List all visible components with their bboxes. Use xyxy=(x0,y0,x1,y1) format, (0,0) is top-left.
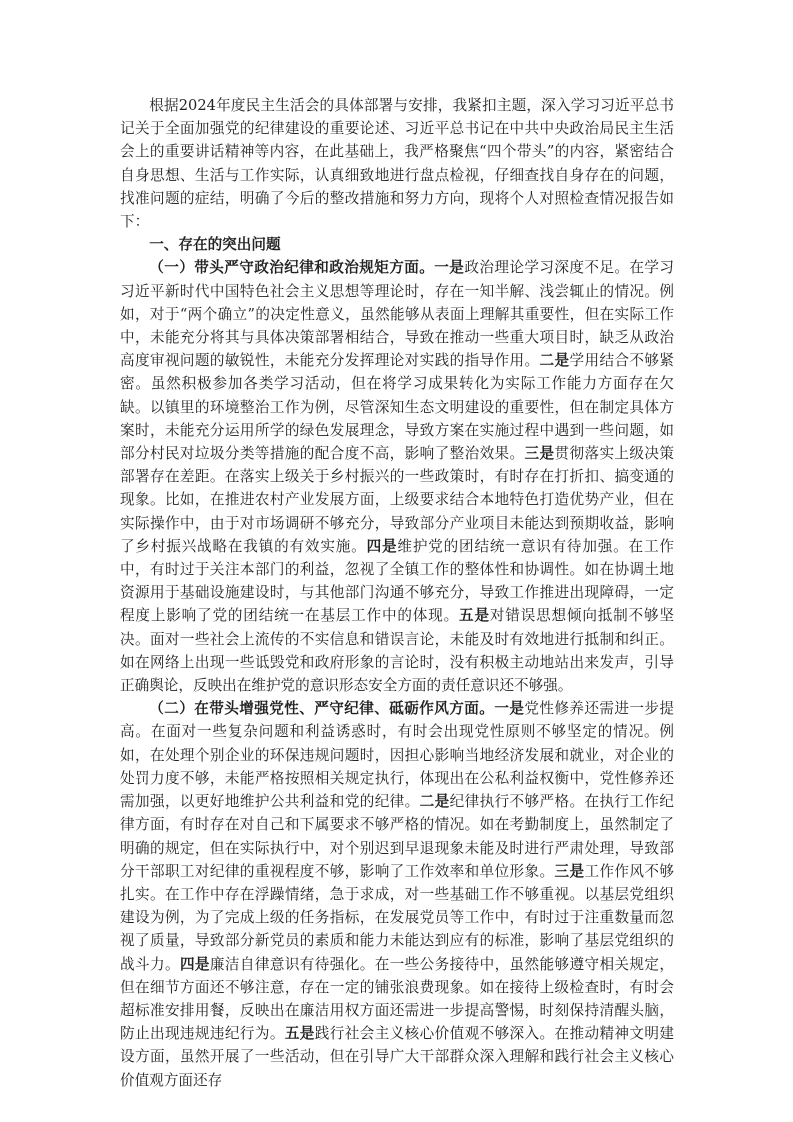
point-lead: 二是 xyxy=(419,793,450,811)
point-lead: 三是 xyxy=(554,862,585,880)
point-lead: 五是 xyxy=(284,1025,315,1043)
point-text: 党性修养还需进一步提高。在面对一些复杂问题和利益诱惑时，有时会出现党性原则不够坚定的情况。例如，在处理个别企业的环保违规问题时，因担心影响当地经济发展和就业，对企业的处罚力度不够，未能严格按照相关规定执行，体现出在公私利益权衡中，党性修养还需加强，以更好地维护公共利益和党的纪律。 xyxy=(120,700,674,811)
part1-paragraph xyxy=(120,256,674,697)
part2-title: （二）在带头增强党性、严守纪律、砥砺作风方面。 xyxy=(149,700,495,718)
point-text: 纪律执行不够严格。在执行工作纪律方面，有时存在对自己和下属要求不够严格的情况。如在考勤制度上，虽然制定了明确的规定，但在实际执行中，对个别迟到早退现象未能及时进行严肃处理，导致部分干部职工对纪律的重视程度不够，影响了工作效率和单位形象。 xyxy=(120,793,674,880)
point-text: 政治理论学习深度不足。在学习习近平新时代中国特色社会主义思想等理论时，存在一知半解、浅尝辄止的情况。例如，对于“两个确立”的决定性意义，虽然能够从表面上理解其重要性，但在实际工作中，未能充分将其与具体决策部署相结合，导致在推动一些重大项目时，缺乏从政治高度审视问题的敏锐性，未能充分发挥理论对实践的指导作用。 xyxy=(120,259,674,370)
point-text: 工作作风不够扎实。在工作中存在浮躁情绪，急于求成，对一些基础工作不够重视。以基层党组织建设为例，为了完成上级的任务指标，在发展党员等工作中，有时过于注重数量而忽视了质量，导致部分新党员的素质和能力未能达到应有的标准，影响了基层党组织的战斗力。 xyxy=(120,862,674,973)
point-text: 维护党的团结统一意识有待加强。在工作中，有时过于关注本部门的利益，忽视了全镇工作的整体性和协调性。如在协调土地资源用于基础设施建设时，与其他部门沟通不够充分，导致工作推进出现障碍，一定程度上影响了党的团结统一在基层工作中的体现。 xyxy=(120,537,674,625)
point-text: 对错误思想倾向抵制不够坚决。面对一些社会上流传的不实信息和错误言论，未能及时有效地进行抵制和纠正。如在网络上出现一些诋毁党和政府形象的言论时，没有积极主动地站出来发声，引导正确舆论，反映出在维护党的意识形态安全方面的责任意识还不够强。 xyxy=(120,607,674,695)
point-lead: 一是 xyxy=(494,700,525,718)
point-text: 贯彻落实上级决策部署存在差距。在落实上级关于乡村振兴的一些政策时，有时存在打折扣、搞变通的现象。比如，在推进农村产业发展方面，上级要求结合本地特色打造优势产业，但在实际操作中，由于对市场调研不够充分，导致部分产业项目未能达到预期收益，影响了乡村振兴战略在我镇的有效实施。 xyxy=(120,445,674,555)
point-text: 学用结合不够紧密。虽然积极参加各类学习活动，但在将学习成果转化为实际工作能力方面存在欠缺。以镇里的环境整治工作为例，尽管深知生态文明建设的重要性，但在制定具体方案时，未能充分运用所学的绿色发展理念，导致方案在实施过程中遇到一些问题，如部分村民对垃圾分类等措施的配合度不高，影响了整治效果。 xyxy=(120,352,674,463)
point-lead: 四是 xyxy=(179,955,210,973)
point-text: 践行社会主义核心价值观不够深入。在推动精神文明建设方面，虽然开展了一些活动，但在引导广大干部群众深入理解和践行社会主义核心价值观方面还存 xyxy=(120,1025,674,1089)
point-lead: 三是 xyxy=(524,445,555,463)
point-lead: 二是 xyxy=(539,352,570,370)
section-heading: 一、存在的突出问题 xyxy=(149,236,281,254)
document-page xyxy=(120,94,674,1092)
part1-title: （一）带头严守政治纪律和政治规矩方面。 xyxy=(149,259,435,277)
point-lead: 五是 xyxy=(459,607,490,625)
point-text: 廉洁自律意识有待强化。在一些公务接待中，虽然能够遵守相关规定，但在细节方面还不够注意，存在一定的铺张浪费现象。如在接待上级检查时，有时会超标准安排用餐，反映出在廉洁用权方面还需进一步提高警惕，时刻保持清醒头脑，防止出现违规违纪行为。 xyxy=(120,955,674,1043)
part2-paragraph xyxy=(120,697,674,1091)
intro-paragraph: 根据2024年度民主生活会的具体部署与安排，我紧扣主题，深入学习习近平总书记关于全面加强党的纪律建设的重要论述、习近平总书记在中共中央政治局民主生活会上的重要讲话精神等内容，在此基础上，我严格聚焦“四个带头”的内容，紧密结合自身思想、生活与工作实际，认真细致地进行盘点检视，仔细查找自身存在的问题，找准问题的症结，明确了今后的整改措施和努力方向，现将个人对照检查情况报告如下： xyxy=(120,97,674,231)
point-lead: 四是 xyxy=(366,537,398,555)
point-lead: 一是 xyxy=(434,259,465,277)
